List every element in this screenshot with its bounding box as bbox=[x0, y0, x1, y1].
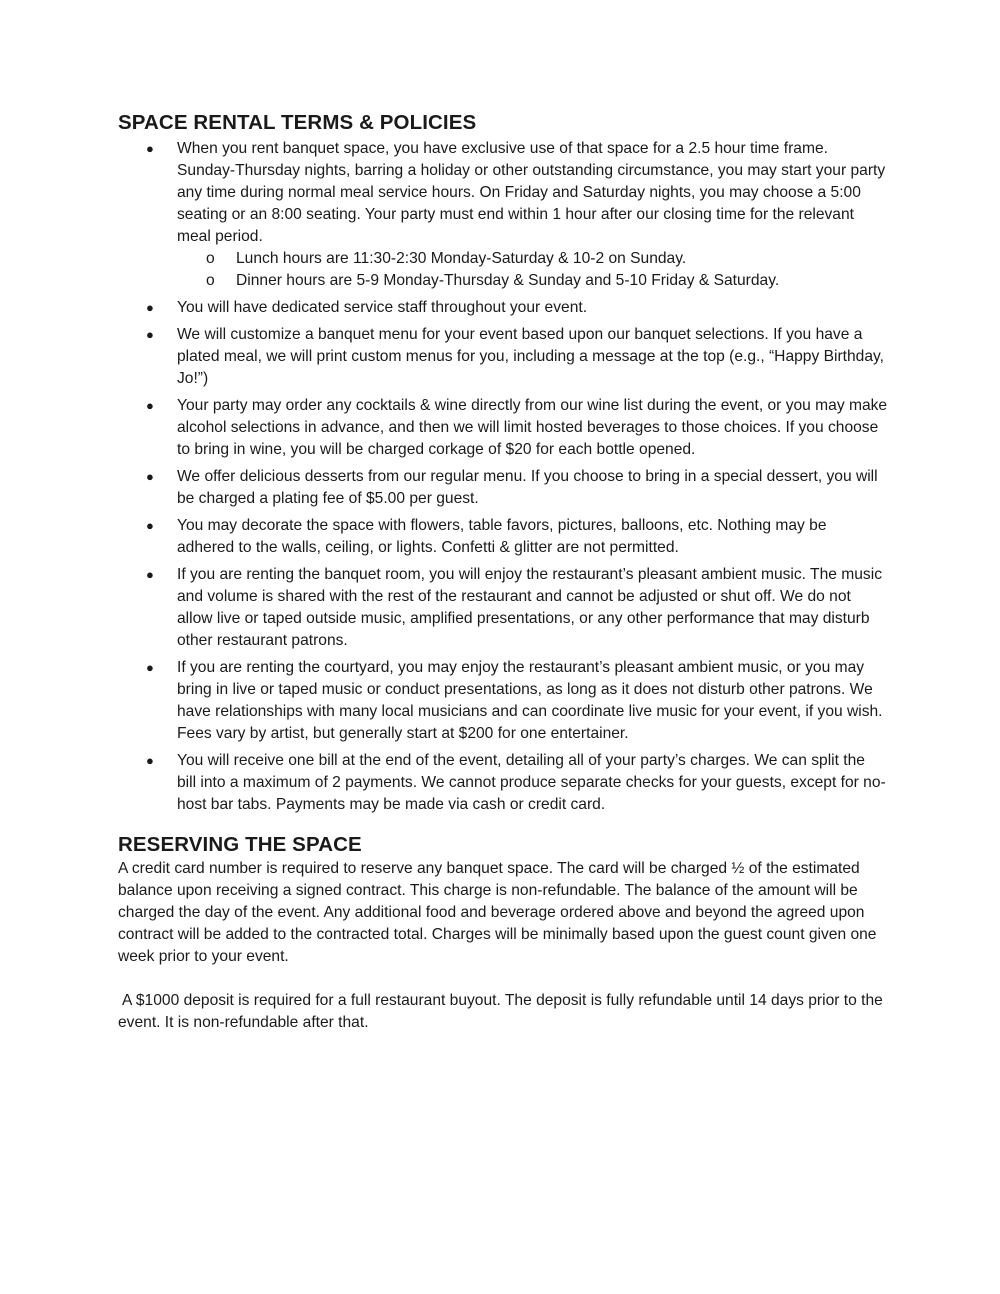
bullet-icon: ● bbox=[146, 567, 154, 582]
sub-item-text: Dinner hours are 5-9 Monday-Thursday & Sunday and 5-10 Friday & Saturday. bbox=[236, 272, 780, 289]
policy-item bbox=[118, 297, 888, 319]
policy-item bbox=[118, 515, 888, 559]
policy-text: We will customize a banquet menu for your event based upon our banquet selections. If you have a plated meal, we will print custom menus for you, including a message at the top (e.g., “Happy Birthday, Jo!”) bbox=[177, 326, 884, 387]
policy-text: You will receive one bill at the end of the event, detailing all of your party’s charges. We can split the bill into a maximum of 2 payments. We cannot produce separate checks for your guests, except for no-host bar tabs. Payments may be made via cash or credit card. bbox=[177, 752, 886, 813]
bullet-icon: ● bbox=[146, 398, 154, 413]
bullet-icon: ● bbox=[146, 518, 154, 533]
policy-item bbox=[118, 138, 888, 292]
policy-text: When you rent banquet space, you have exclusive use of that space for a 2.5 hour time frame. Sunday-Thursday nights, barring a holiday or other outstanding circumstance, you may start your party any time during normal meal service hours. On Friday and Saturday nights, you may choose a 5:00 seating or an 8:00 seating. Your party must end within 1 hour after our closing time for the relevant meal period. bbox=[177, 140, 886, 245]
document-page bbox=[118, 110, 888, 1034]
sub-item bbox=[177, 270, 888, 292]
policy-item bbox=[118, 395, 888, 461]
bullet-icon: ● bbox=[146, 300, 154, 315]
policy-text: You may decorate the space with flowers, table favors, pictures, balloons, etc. Nothing may be adhered to the walls, ceiling, or lights. Confetti & glitter are not permitted. bbox=[177, 517, 827, 556]
bullet-icon: ● bbox=[146, 327, 154, 342]
policy-text: If you are renting the banquet room, you will enjoy the restaurant’s pleasant ambient music. The music and volume is shared with the rest of the restaurant and cannot be adjusted or shut off. We do not allow live or taped outside music, amplified presentations, or any other performance that may disturb other restaurant patrons. bbox=[177, 566, 882, 649]
circle-bullet-icon: o bbox=[206, 272, 215, 289]
policy-item bbox=[118, 657, 888, 745]
policy-text: We offer delicious desserts from our regular menu. If you choose to bring in a special dessert, you will be charged a plating fee of $5.00 per guest. bbox=[177, 468, 878, 507]
policies-heading: SPACE RENTAL TERMS & POLICIES bbox=[118, 111, 477, 134]
policy-text: If you are renting the courtyard, you may enjoy the restaurant’s pleasant ambient music, or you may bring in live or taped music or conduct presentations, as long as it does not disturb other patrons. We have relationships with many local musicians and can coordinate live music for your event, if you wish. Fees vary by artist, but generally start at $200 for one entertainer. bbox=[177, 659, 883, 742]
hours-sublist bbox=[177, 248, 888, 292]
bullet-icon: ● bbox=[146, 753, 154, 768]
policies-list bbox=[118, 138, 888, 816]
policy-item bbox=[118, 466, 888, 510]
bullet-icon: ● bbox=[146, 469, 154, 484]
policy-text: Your party may order any cocktails & wine directly from our wine list during the event, or you may make alcohol selections in advance, and then we will limit hosted beverages to those choices. If you choose to bring in wine, you will be charged corkage of $20 for each bottle opened. bbox=[177, 397, 888, 458]
policy-text: You will have dedicated service staff throughout your event. bbox=[177, 299, 588, 316]
bullet-icon: ● bbox=[146, 141, 154, 156]
bullet-icon: ● bbox=[146, 660, 154, 675]
policy-item bbox=[118, 750, 888, 816]
sub-item bbox=[177, 248, 888, 270]
reserving-heading: RESERVING THE SPACE bbox=[118, 833, 362, 856]
policy-item bbox=[118, 564, 888, 652]
deposit-paragraph: A $1000 deposit is required for a full restaurant buyout. The deposit is fully refundable until 14 days prior to the event. It is non-refundable after that. bbox=[118, 992, 883, 1031]
circle-bullet-icon: o bbox=[206, 250, 215, 267]
sub-item-text: Lunch hours are 11:30-2:30 Monday-Saturday & 10-2 on Sunday. bbox=[236, 250, 687, 267]
reserving-paragraph: A credit card number is required to reserve any banquet space. The card will be charged ½ of the estimated balance upon receiving a signed contract. This charge is non-refundable. The balance of the amount will be charged the day of the event. Any additional food and beverage ordered above and beyond the agreed upon contract will be added to the contracted total. Charges will be minimally based upon the guest count given one week prior to your event. bbox=[118, 860, 877, 965]
policy-item bbox=[118, 324, 888, 390]
